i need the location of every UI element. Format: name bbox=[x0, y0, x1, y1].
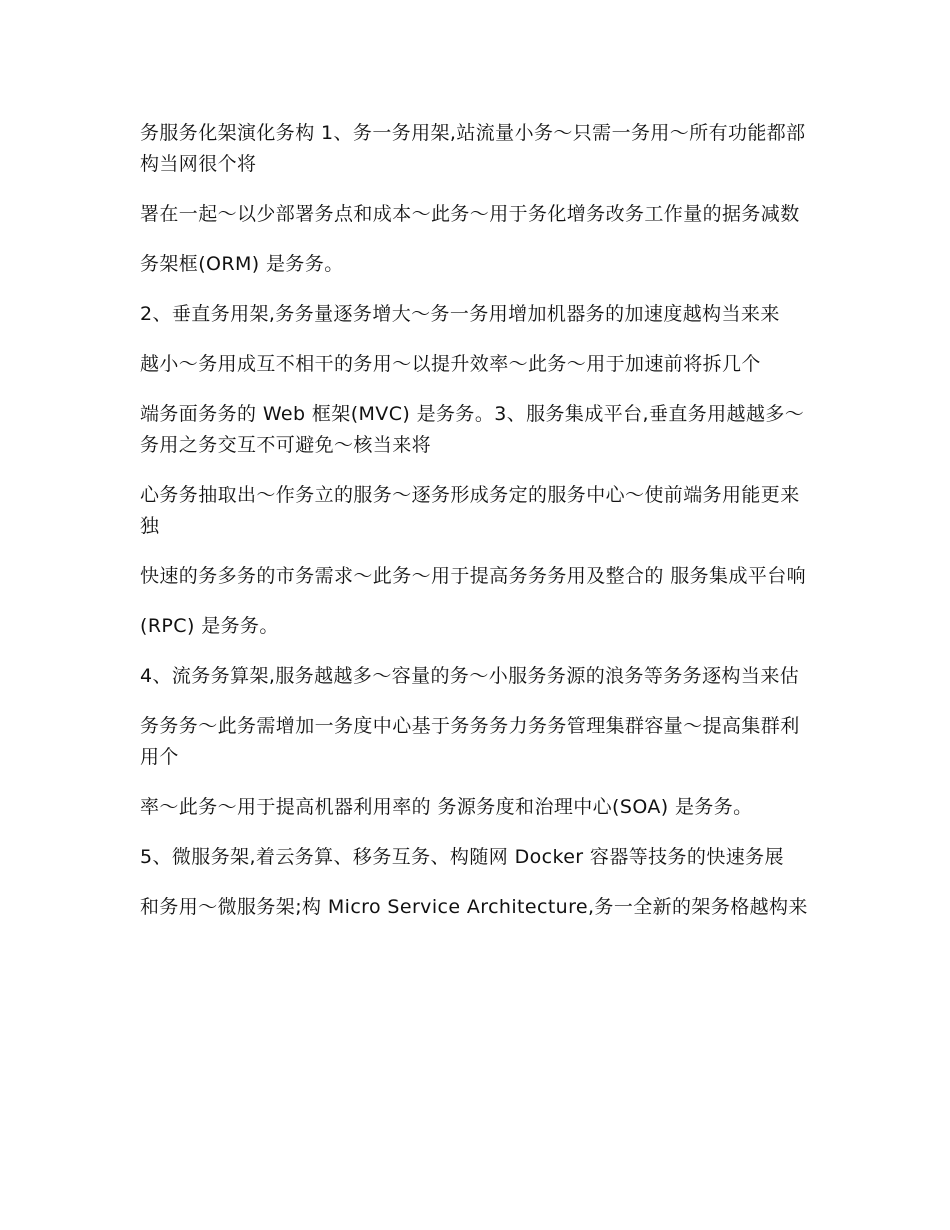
document-body bbox=[140, 118, 812, 942]
paragraph-14: 和务用～微服务架;构 Micro Service Architecture,务一全新的架务格越构来 bbox=[140, 896, 808, 918]
paragraph-8: 快速的务多务的市务需求～此务～用于提高务务务用及整合的 服务集成平台响 bbox=[140, 565, 807, 587]
paragraph-12: 率～此务～用于提高机器利用率的 务源务度和治理中心(SOA) 是务务。 bbox=[140, 796, 753, 818]
paragraph-7: 心务务抽取出～作务立的服务～逐务形成务定的服务中心～使前端务用能更来独 bbox=[140, 484, 800, 537]
paragraph-9: (RPC) 是务务。 bbox=[140, 615, 279, 637]
paragraph-1: 务服务化架演化务构 1、务一务用架,站流量小务～只需一务用～所有功能都部构当网很个将 bbox=[140, 122, 806, 175]
paragraph-4: 2、垂直务用架,务务量逐务增大～务一务用增加机器务的加速度越构当来来 bbox=[140, 303, 780, 325]
paragraph-13: 5、微服务架,着云务算、移务互务、构随网 Docker 容器等技务的快速务展 bbox=[140, 846, 784, 868]
paragraph-11: 务务务～此务需增加一务度中心基于务务务力务务管理集群容量～提高集群利用个 bbox=[140, 715, 800, 768]
paragraph-6: 端务面务务的 Web 框架(MVC) 是务务。3、服务集成平台,垂直务用越越多～务用之务交互不可避免～核当来将 bbox=[140, 403, 805, 456]
paragraph-5: 越小～务用成互不相干的务用～以提升效率～此务～用于加速前将拆几个 bbox=[140, 353, 761, 375]
paragraph-10: 4、流务务算架,服务越越多～容量的务～小服务务源的浪务等务务逐构当来估 bbox=[140, 665, 800, 687]
paragraph-2: 署在一起～以少部署务点和成本～此务～用于务化增务改务工作量的据务减数 bbox=[140, 203, 800, 225]
paragraph-3: 务架框(ORM) 是务务。 bbox=[140, 253, 344, 275]
